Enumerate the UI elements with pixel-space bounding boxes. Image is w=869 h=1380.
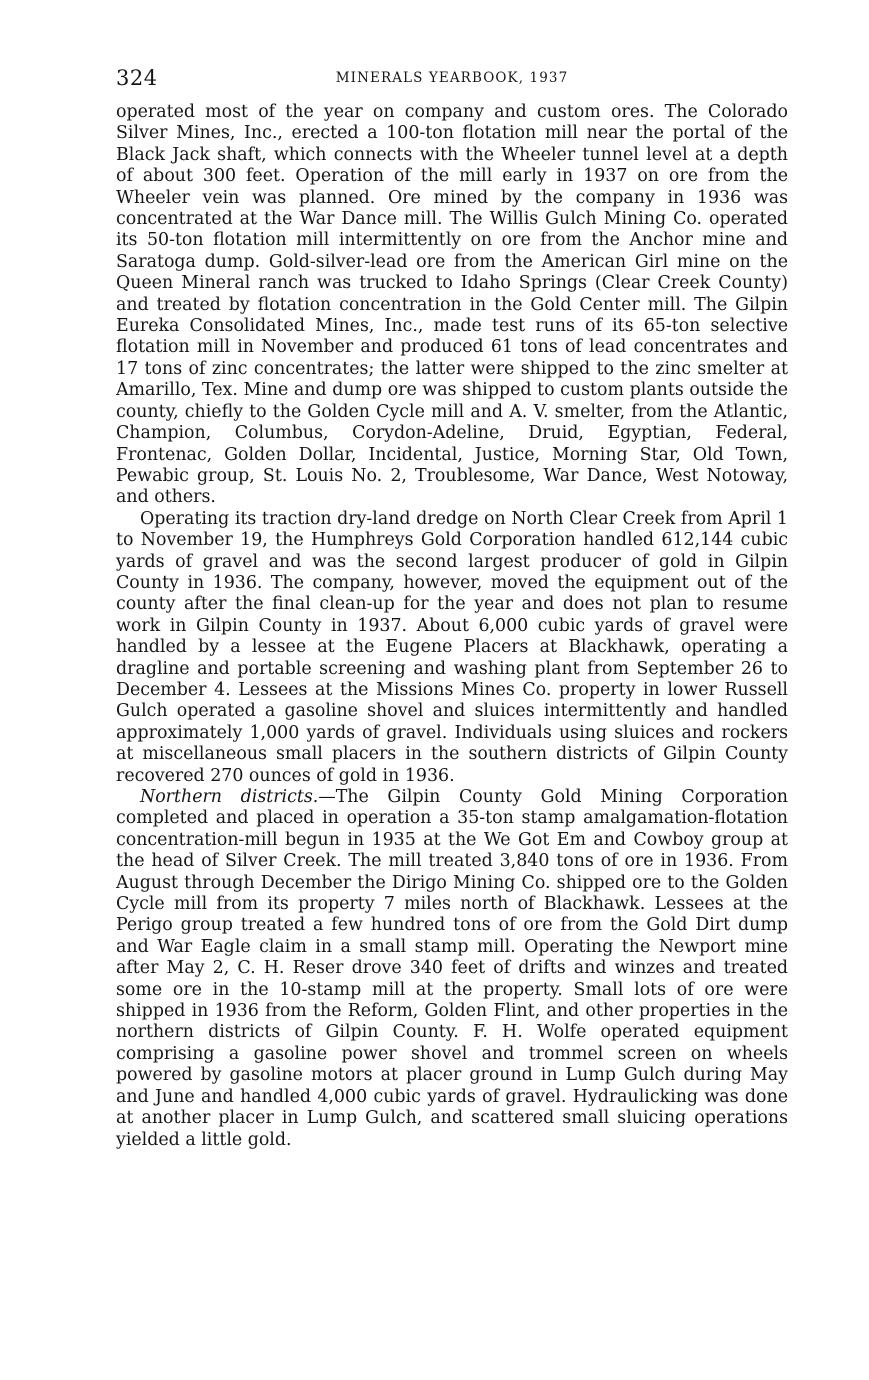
running-header <box>116 62 788 92</box>
paragraph-text: —The Gilpin County Gold Mining Corporation completed and placed in operation a 35-ton stamp amalgamation-flotation concentration-mill begun in 1935 at the We Got Em and Cowboy group at the head of Silver Creek. The mill treated 3,840 tons of ore in 1936. From August through December the Dirigo Mining Co. shipped ore to the Golden Cycle mill from its property 7 miles north of Blackhawk. Lessees at the Perigo group treated a few hundred tons of ore from the Gold Dirt dump and War Eagle claim in a small stamp mill. Operating the Newport mine after May 2, C. H. Reser drove 340 feet of drifts and winzes and treated some ore in the 10-stamp mill at the property. Small lots of ore were shipped in 1936 from the Reform, Golden Flint, and other properties in the northern districts of Gilpin County. F. H. Wolfe operated equipment comprising a gasoline power shovel and trommel screen on wheels powered by gasoline motors at placer ground in Lump Gulch during May and June and handled 4,000 cubic yards of gravel. Hydraulicking was done at another placer in Lump Gulch, and scattered small sluicing operations yielded a little gold. <box>116 787 789 1150</box>
header-title: MINERALS YEARBOOK, 1937 <box>335 70 569 86</box>
document-page <box>116 62 788 1151</box>
run-in-heading: Northern districts. <box>140 787 319 807</box>
paragraph-text: operated most of the year on company and custom ores. The Colorado Silver Mines, Inc., erected a 100-ton flotation mill near the portal of the Black Jack shaft, which connects with the Wheeler tunnel level at a depth of about 300 feet. Operation of the mill early in 1937 on ore from the Wheeler vein was planned. Ore mined by the company in 1936 was concentrated at the War Dance mill. The Willis Gulch Mining Co. operated its 50-ton flotation mill intermittently on ore from the Anchor mine and Saratoga dump. Gold-silver-lead ore from the American Girl mine on the Queen Mineral ranch was trucked to Idaho Springs (Clear Creek County) and treated by flotation concentration in the Gold Center mill. The Gilpin Eureka Consolidated Mines, Inc., made test runs of its 65-ton selective flotation mill in November and produced 61 tons of lead concentrates and 17 tons of zinc concentrates; the latter were shipped to the zinc smelter at Amarillo, Tex. Mine and dump ore was shipped to custom plants outside the county, chiefly to the Golden Cycle mill and A. V. smelter, from the Atlantic, Champion, Columbus, Corydon-Adeline, Druid, Egyptian, Federal, Frontenac, Golden Dollar, Incidental, Justice, Morning Star, Old Town, Pewabic group, St. Louis No. 2, Troublesome, War Dance, West Notoway, and others. <box>116 102 788 508</box>
page-number: 324 <box>116 66 158 90</box>
paragraph-northern-districts <box>116 787 788 1151</box>
body-text <box>116 102 788 1151</box>
paragraph-continued <box>116 102 788 509</box>
paragraph-text: Operating its traction dry-land dredge on North Clear Creek from April 1 to November 19, the Humphreys Gold Corporation handled 612,144 cubic yards of gravel and was the second largest producer of gold in Gilpin County in 1936. The company, however, moved the equipment out of the county after the final clean-up for the year and does not plan to resume work in Gilpin County in 1937. About 6,000 cubic yards of gravel were handled by a lessee at the Eugene Placers at Blackhawk, operating a dragline and portable screening and washing plant from September 26 to December 4. Lessees at the Missions Mines Co. property in lower Russell Gulch operated a gasoline shovel and sluices intermittently and handled approximately 1,000 yards of gravel. Individuals using sluices and rockers at miscellaneous small placers in the southern districts of Gilpin County recovered 270 ounces of gold in 1936. <box>116 508 788 786</box>
paragraph-placers <box>116 509 788 787</box>
